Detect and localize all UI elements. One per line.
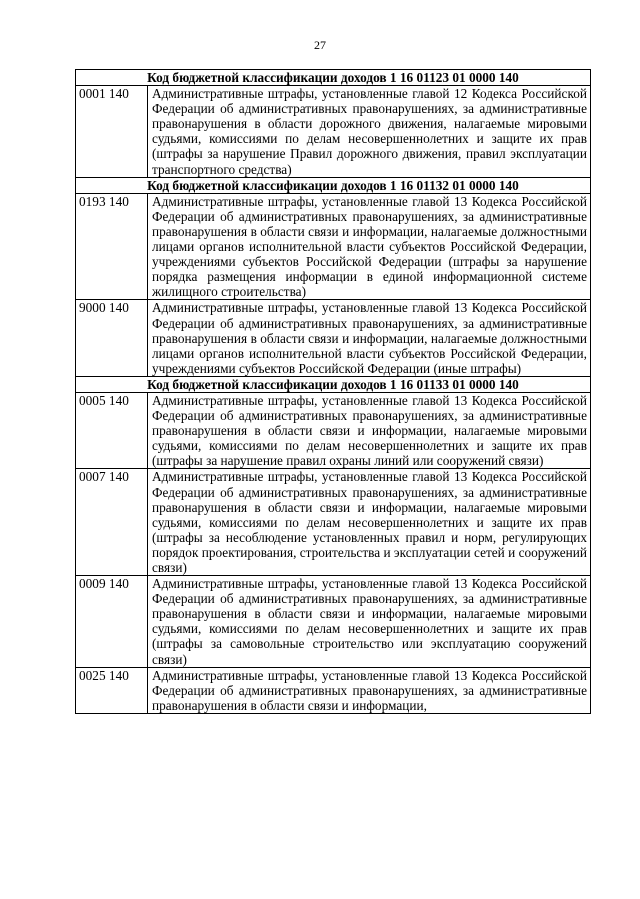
section-header-row <box>76 376 591 392</box>
budget-classification-table <box>75 69 591 714</box>
item-description: Административные штрафы, установленные главой 13 Кодекса Российской Федерации об административных правонарушениях, за административные правонарушения в области связи и информации, налагаемые мировыми судьями, комиссиями по делам несовершеннолетних и защите их прав (штрафы за самовольные строительство или эксплуатацию сооружений связи) <box>148 576 591 668</box>
item-description: Административные штрафы, установленные главой 13 Кодекса Российской Федерации об административных правонарушениях, за административные правонарушения в области связи и информации, <box>148 667 591 713</box>
section-header: Код бюджетной классификации доходов 1 16 01132 01 0000 140 <box>76 177 591 193</box>
item-description: Административные штрафы, установленные главой 13 Кодекса Российской Федерации об административных правонарушениях, за административные правонарушения в области связи и информации, налагаемые мировыми судьями, комиссиями по делам несовершеннолетних и защите их прав (штрафы за несоблюдение установленных правил и норм, регулирующих порядок проектирования, строительства и эксплуатации сетей и сооружений связи) <box>148 469 591 576</box>
item-code: 0007 140 <box>76 469 148 576</box>
item-code: 0005 140 <box>76 392 148 468</box>
item-description: Административные штрафы, установленные главой 13 Кодекса Российской Федерации об административных правонарушениях, за административные правонарушения в области связи и информации, налагаемые мировыми судьями, комиссиями по делам несовершеннолетних и защите их прав (штрафы за нарушение правил охраны линий или сооружений связи) <box>148 392 591 468</box>
section-header: Код бюджетной классификации доходов 1 16 01133 01 0000 140 <box>76 376 591 392</box>
table-row <box>76 576 591 668</box>
item-code: 0025 140 <box>76 667 148 713</box>
table-row <box>76 193 591 300</box>
table-row <box>76 86 591 178</box>
table-row <box>76 392 591 468</box>
section-header-row <box>76 177 591 193</box>
page-number: 27 <box>314 38 326 52</box>
item-code: 9000 140 <box>76 300 148 376</box>
table-row <box>76 469 591 576</box>
item-code: 0009 140 <box>76 576 148 668</box>
item-description: Административные штрафы, установленные главой 12 Кодекса Российской Федерации об административных правонарушениях, за административные правонарушения в области дорожного движения, налагаемые мировыми судьями, комиссиями по делам несовершеннолетних и защите их прав (штрафы за нарушение Правил дорожного движения, правил эксплуатации транспортного средства) <box>148 86 591 178</box>
item-description: Административные штрафы, установленные главой 13 Кодекса Российской Федерации об административных правонарушениях, за административные правонарушения в области связи и информации, налагаемые должностными лицами органов исполнительной власти субъектов Российской Федерации, учреждениями субъектов Российской Федерации (иные штрафы) <box>148 300 591 376</box>
section-header: Код бюджетной классификации доходов 1 16 01123 01 0000 140 <box>76 70 591 86</box>
item-description: Административные штрафы, установленные главой 13 Кодекса Российской Федерации об административных правонарушениях, за административные правонарушения в области связи и информации, налагаемые должностными лицами органов исполнительной власти субъектов Российской Федерации, учреждениями субъектов Российской Федерации (штрафы за нарушение порядка размещения информации в единой информационной системе жилищного строительства) <box>148 193 591 300</box>
table-row <box>76 300 591 376</box>
section-header-row <box>76 70 591 86</box>
item-code: 0193 140 <box>76 193 148 300</box>
table-row <box>76 667 591 713</box>
item-code: 0001 140 <box>76 86 148 178</box>
